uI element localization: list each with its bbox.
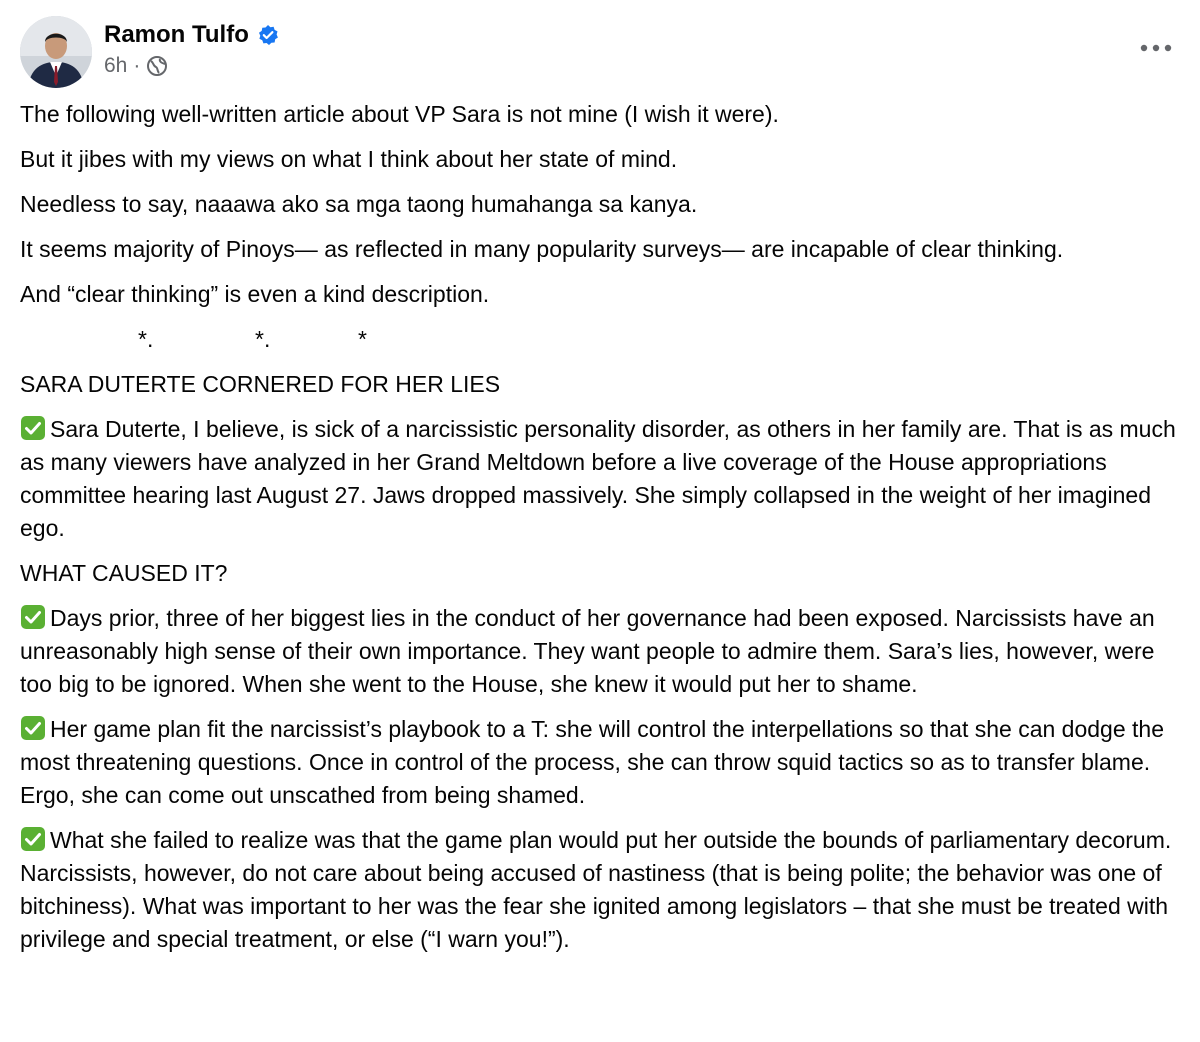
separator-star-3: * bbox=[358, 326, 367, 352]
author-row bbox=[104, 20, 279, 50]
post-timestamp[interactable]: 6h bbox=[104, 54, 128, 77]
post-sub-row bbox=[104, 54, 279, 78]
point-3-text: Her game plan fit the narcissist’s playbook to a T: she will control the interpellations so that she can dodge the most threatening questions. Once in control of the process, she can throw squid tactics so as to transfer blame. Ergo, she can come out unscathed from being shamed. bbox=[20, 716, 1165, 808]
check-mark-button-icon bbox=[20, 826, 46, 852]
separator-star-2: *. bbox=[255, 326, 271, 352]
heading-cornered: SARA DUTERTE CORNERED FOR HER LIES bbox=[20, 371, 501, 397]
verified-badge-icon bbox=[257, 24, 279, 46]
separator-star-1: *. bbox=[138, 326, 154, 352]
avatar-image bbox=[20, 16, 92, 88]
post-body bbox=[20, 98, 1185, 968]
point-4 bbox=[20, 824, 1185, 956]
point-2 bbox=[20, 602, 1185, 701]
point-2-text: Days prior, three of her biggest lies in the conduct of her governance had been exposed. Narcissists have an unreasonably high sense of their own importance. They want people to admire them. Sara’s lies, however, were too big to be ignored. When she went to the House, she knew it would put her to shame. bbox=[20, 605, 1155, 697]
more-options-icon[interactable] bbox=[1136, 34, 1176, 62]
point-3 bbox=[20, 713, 1185, 812]
post-header bbox=[20, 16, 279, 88]
meta-separator: · bbox=[133, 54, 141, 77]
intro-line-3: Needless to say, naaawa ako sa mga taong humahanga sa kanya. bbox=[20, 191, 698, 217]
check-mark-button-icon bbox=[20, 415, 46, 441]
heading-what-caused: WHAT CAUSED IT? bbox=[20, 560, 228, 586]
post-meta bbox=[104, 20, 279, 78]
check-mark-button-icon bbox=[20, 604, 46, 630]
globe-icon[interactable] bbox=[146, 55, 168, 77]
intro-line-1: The following well-written article about VP Sara is not mine (I wish it were). bbox=[20, 101, 779, 127]
intro-line-5: And “clear thinking” is even a kind description. bbox=[20, 281, 490, 307]
author-name[interactable]: Ramon Tulfo bbox=[104, 21, 249, 48]
point-1-text: Sara Duterte, I believe, is sick of a narcissistic personality disorder, as others in her family are. That is as much as many viewers have analyzed in her Grand Meltdown before a live coverage of the House appropriations committee hearing last August 27. Jaws dropped massively. She simply collapsed in the weight of her imagined ego. bbox=[20, 416, 1176, 541]
point-4-text: What she failed to realize was that the game plan would put her outside the bounds of parliamentary decorum. Narcissists, however, do not care about being accused of nastiness (that is being polite; the behavior was one of bitchiness). What was important to her was the fear she ignited among legislators – that she must be treated with privilege and special treatment, or else (“I warn you!”). bbox=[20, 827, 1172, 952]
point-1 bbox=[20, 413, 1185, 545]
intro-line-4: It seems majority of Pinoys— as reflected in many popularity surveys— are incapable of clear thinking. bbox=[20, 236, 1064, 262]
section-separator bbox=[20, 323, 1185, 356]
intro-line-2: But it jibes with my views on what I think about her state of mind. bbox=[20, 146, 678, 172]
avatar[interactable] bbox=[20, 16, 92, 88]
check-mark-button-icon bbox=[20, 715, 46, 741]
